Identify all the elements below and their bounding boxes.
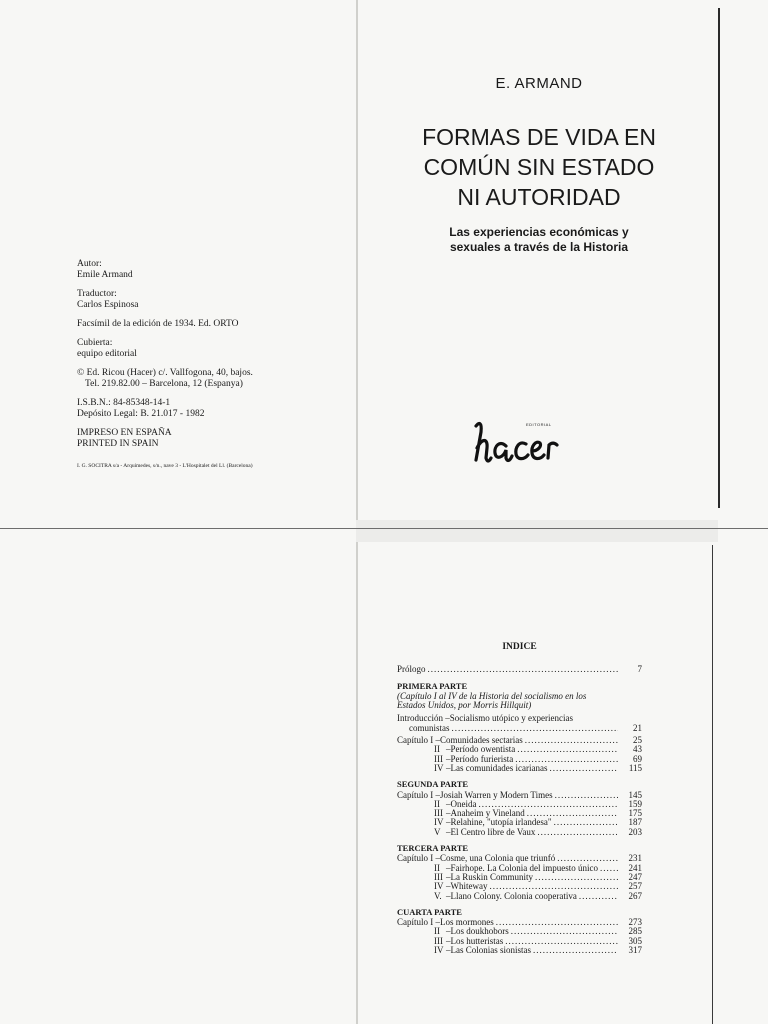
credit-label: Traductor: [77,289,117,299]
publisher-tag: EDITORIAL [526,422,552,427]
toc-part-note: (Capítulo I al IV de la Historia del socialismo en los Estados Unidos, por Morris Hillquit) [397,690,587,711]
scan-shadow [356,520,718,542]
subtitle-line: sexuales a través de la Historia [449,240,629,254]
credit-line: IMPRESO EN ESPAÑA [77,428,172,438]
credits-block [77,259,337,458]
toc-entry: III –Los hutteristas ..... 305 [397,937,642,946]
page-separator-line [0,528,768,529]
toc-chapter-list [397,736,642,773]
toc-entry: III –Período furierista ..... 69 [397,755,642,764]
credit-line: Tel. 219.82.00 – Barcelona, 12 (Espanya) [85,379,243,389]
toc-part-title: TERCERA PARTE [397,843,469,854]
credit-cover [77,338,337,360]
toc-entry: IV –Whiteway ..... 257 [397,882,642,891]
toc-entry: II –Los doukhobors ..... 285 [397,927,642,936]
toc-entry: IV –Relahine, "utopía irlandesa" ..... 187 [397,818,642,827]
credit-value: Emile Armand [77,270,133,280]
toc-part-title: CUARTA PARTE [397,906,462,917]
credit-line: PRINTED IN SPAIN [77,439,159,449]
credit-label: Autor: [77,259,102,269]
credit-value: equipo editorial [77,349,137,359]
credit-line: © Ed. Ricou (Hacer) c/. Vallfogona, 40, bajos. [77,368,253,378]
credit-facsimile: Facsímil de la edición de 1934. Ed. ORTO [77,319,239,329]
book-subtitle [360,225,718,255]
page-fold-line [356,0,358,1024]
toc-entry: IV –Las comunidades icarianas ..... 115 [397,764,642,773]
toc-entry: V –El Centro libre de Vaux ..... 203 [397,828,642,837]
lower-page-edge-line [712,545,713,1024]
toc-entry: III –Anaheim y Vineland ..... 175 [397,809,642,818]
book-title [360,122,718,212]
toc-heading: INDICE [502,642,537,652]
title-line: COMÚN SIN ESTADO [423,154,655,180]
credit-printed [77,428,337,450]
toc-introduction: Introducción –Socialismo utópico y experiencias comunistas ..... 21 [397,714,642,733]
hacer-logo-icon [470,418,570,468]
toc-part-title: SEGUNDA PARTE [397,779,469,790]
author-name: E. ARMAND [495,75,583,92]
credit-publisher [77,368,337,390]
toc-entry: Capítulo I –Cosme, una Colonia que triunfó ..... 231 [397,854,642,863]
title-line: NI AUTORIDAD [457,184,621,210]
title-line: FORMAS DE VIDA EN [422,124,656,150]
table-of-contents [397,643,642,955]
toc-entry: Capítulo I –Los mormones ..... 273 [397,918,642,927]
toc-entry: II –Fairhope. La Colonia del impuesto único ..... 241 [397,864,642,873]
toc-entry: III –La Ruskin Community ..... 247 [397,873,642,882]
credit-author [77,259,337,281]
printer-line: I. G. SOCITRA s/a - Arquimedes, s/n., nave 3 - L'Hospitalet del Ll. (Barcelona) [77,463,253,469]
toc-part-title: PRIMERA PARTE [397,680,468,691]
credit-value: Carlos Espinosa [77,300,139,310]
toc-entry: IV –Las Colonias sionistas ..... 317 [397,946,642,955]
credit-translator [77,289,337,311]
credit-label: Cubierta: [77,338,113,348]
legal-deposit: Depósito Legal: B. 21.017 - 1982 [77,409,205,419]
isbn: I.S.B.N.: 84-85348-14-1 [77,398,171,408]
toc-entry: Capítulo I –Comunidades sectarias ..... 25 [397,736,642,745]
toc-entry: II –Período owentista ..... 43 [397,745,642,754]
toc-entry: Capítulo I –Josiah Warren y Modern Times ..... 145 [397,791,642,800]
publisher-logo [470,418,570,468]
subtitle-line: Las experiencias económicas y [449,225,629,239]
cover-edge-line [718,8,720,508]
toc-entry: V. –Llano Colony. Colonia cooperativa ..... 267 [397,892,642,901]
credit-legal [77,398,337,420]
toc-entry: Prólogo ..... 7 [397,665,642,674]
toc-entry: II –Oneida ..... 159 [397,800,642,809]
